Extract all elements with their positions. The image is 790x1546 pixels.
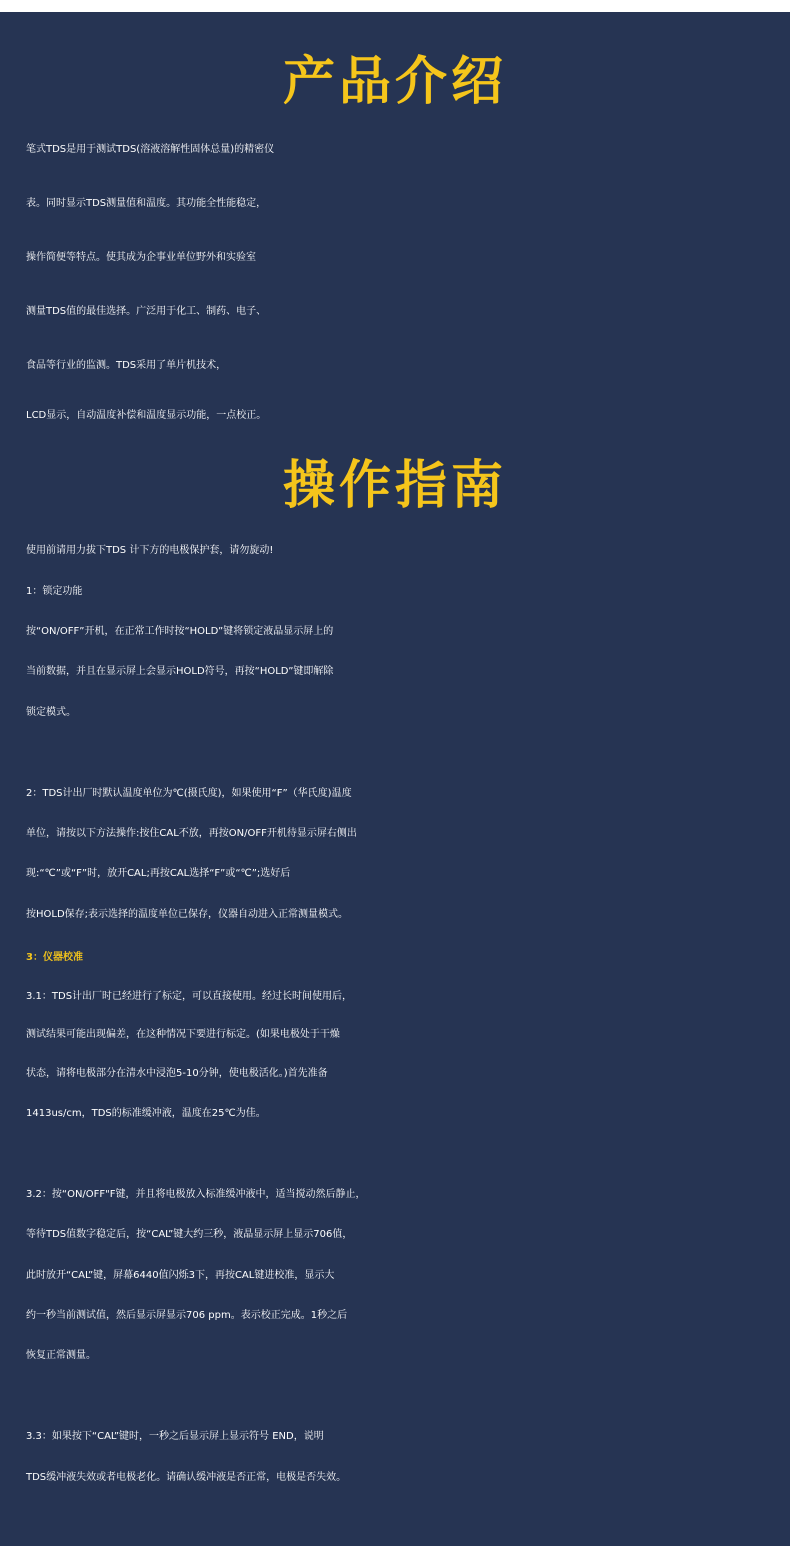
intro-line: 操作简便等特点。使其成为企事业单位野外和实验室	[26, 252, 256, 263]
intro-title: 产品介绍	[282, 52, 507, 112]
section3-1-line: 1413us/cm，TDS的标准缓冲液，温度在25℃为佳。	[26, 1108, 266, 1119]
section2-line: 单位，请按以下方法操作:按住CAL不放，再按ON/OFF开机待显示屏右侧出	[26, 828, 357, 839]
product-manual-panel	[0, 12, 790, 1546]
intro-line: LCD显示，自动温度补偿和温度显示功能，一点校正。	[26, 410, 267, 421]
intro-line: 笔式TDS是用于测试TDS(溶液溶解性固体总量)的精密仪	[26, 144, 275, 155]
intro-line: 食品等行业的监测。TDS采用了单片机技术，	[26, 360, 227, 371]
section1-line: 当前数据，并且在显示屏上会显示HOLD符号，再按“HOLD”键即解除	[26, 666, 334, 677]
intro-line: 测量TDS值的最佳选择。广泛用于化工、制药、电子、	[26, 306, 267, 317]
guide-title: 操作指南	[282, 456, 507, 516]
section3-2-line: 约一秒当前测试值，然后显示屏显示706 ppm。表示校正完成。1秒之后	[26, 1310, 348, 1321]
section3-2-line: 3.2：按“ON/OFF"F键，并且将电极放入标准缓冲液中，适当搅动然后静止，	[26, 1189, 366, 1200]
section3-1-line: 状态，请将电极部分在清水中浸泡5-10分钟，使电极活化。)首先准备	[26, 1068, 328, 1079]
section3-2-line: 等待TDS值数字稳定后，按“CAL”键大约三秒，液晶显示屏上显示706值，	[26, 1229, 353, 1240]
section1-heading: 1：锁定功能	[26, 586, 83, 597]
section3-3-line: TDS缓冲液失效或者电极老化。请确认缓冲液是否正常，电极是否失效。	[26, 1472, 347, 1483]
section1-line: 按“ON/OFF”开机，在正常工作时按“HOLD”键将锁定液晶显示屏上的	[26, 626, 334, 637]
section3-heading: 3：仪器校准	[26, 952, 83, 963]
section2-line: 2：TDS计出厂时默认温度单位为℃(摄氏度)，如果使用“F”（华氏度)温度	[26, 788, 352, 799]
section2-line: 按HOLD保存;表示选择的温度单位已保存，仪器自动进入正常测量模式。	[26, 909, 349, 920]
section3-2-line: 恢复正常测量。	[26, 1350, 96, 1361]
section2-line: 现:“℃”或“F”时，放开CAL;再按CAL选择“F”或“℃”;选好后	[26, 868, 291, 879]
intro-line: 表。同时显示TDS测量值和温度。其功能全性能稳定，	[26, 198, 267, 209]
section1-line: 锁定模式。	[26, 707, 76, 718]
section3-1-line: 测试结果可能出现偏差，在这种情况下要进行标定。(如果电极处于干燥	[26, 1029, 340, 1040]
section3-3-line: 3.3：如果按下“CAL”键时，一秒之后显示屏上显示符号 END，说明	[26, 1431, 324, 1442]
section3-2-line: 此时放开“CAL”键，屏幕6440值闪烁3下，再按CAL键进校准，显示大	[26, 1270, 335, 1281]
section3-1-line: 3.1：TDS计出厂时已经进行了标定，可以直接使用。经过长时间使用后，	[26, 991, 353, 1002]
guide-intro: 使用前请用力拔下TDS 计下方的电极保护套，请勿旋动!	[26, 545, 274, 556]
